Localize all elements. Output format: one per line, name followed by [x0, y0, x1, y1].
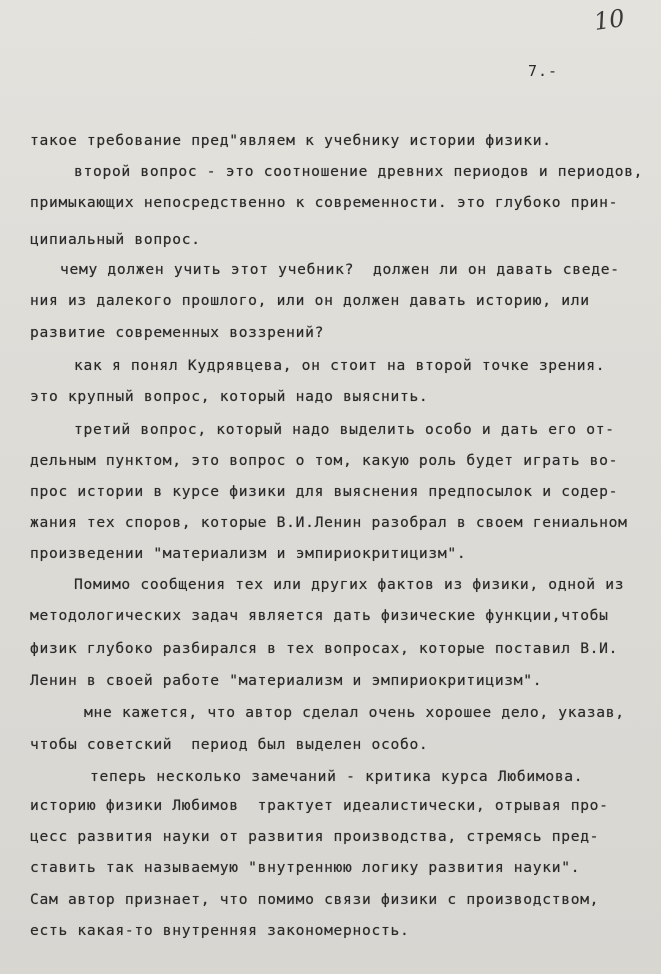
text-line: дельным пунктом, это вопрос о том, какую роль будет играть во- [30, 452, 619, 469]
text-line: чему должен учить этот учебник? должен ли он давать сведе- [60, 261, 620, 278]
text-line: жания тех споров, которые В.И.Ленин разобрал в своем гениальном [30, 514, 628, 531]
text-line: цесс развития науки от развития производства, стремясь пред- [30, 828, 600, 845]
text-line: примыкающих непосредственно к современности. это глубоко прин- [30, 194, 619, 211]
text-line: теперь несколько замечаний - критика курса Любимова. [90, 768, 584, 785]
text-line: как я понял Кудрявцева, он стоит на второй точке зрения. [74, 357, 606, 374]
text-line: мне кажется, что автор сделал очень хорошее дело, указав, [84, 704, 625, 721]
text-line: второй вопрос - это соотношение древних периодов и периодов, [74, 163, 644, 180]
text-line: есть какая-то внутренняя закономерность. [30, 922, 410, 939]
text-line: третий вопрос, который надо выделить особо и дать его от- [74, 421, 615, 438]
text-line: историю физики Любимов трактует идеалистически, отрывая про- [30, 797, 609, 814]
text-line: физик глубоко разбирался в тех вопросах, которые поставил В.И. [30, 640, 619, 657]
text-line: Помимо сообщения тех или других фактов из физики, одной из [74, 576, 625, 593]
page-number: 7.- [528, 62, 559, 80]
text-line: произведении "материализм и эмпириокритицизм". [30, 545, 467, 562]
text-line: такое требование пред"являем к учебнику истории физики. [30, 132, 552, 149]
text-line: прос истории в курсе физики для выяснения предпосылок и содер- [30, 483, 619, 500]
text-line: это крупный вопрос, который надо выяснить. [30, 388, 429, 405]
text-line: методологических задач является дать физические функции,чтобы [30, 607, 609, 624]
text-line: чтобы советский период был выделен особо. [30, 736, 429, 753]
text-line: Ленин в своей работе "материализм и эмпириокритицизм". [30, 672, 543, 689]
handwritten-page-number: 10 [592, 4, 627, 36]
text-line: развитие современных воззрений? [30, 324, 325, 341]
text-line: ципиальный вопрос. [30, 231, 201, 248]
text-line: ставить так называемую "внутреннюю логику развития науки". [30, 859, 581, 876]
text-line: ния из далекого прошлого, или он должен давать историю, или [30, 292, 590, 309]
text-line: Сам автор признает, что помимо связи физики с производством, [30, 891, 600, 908]
